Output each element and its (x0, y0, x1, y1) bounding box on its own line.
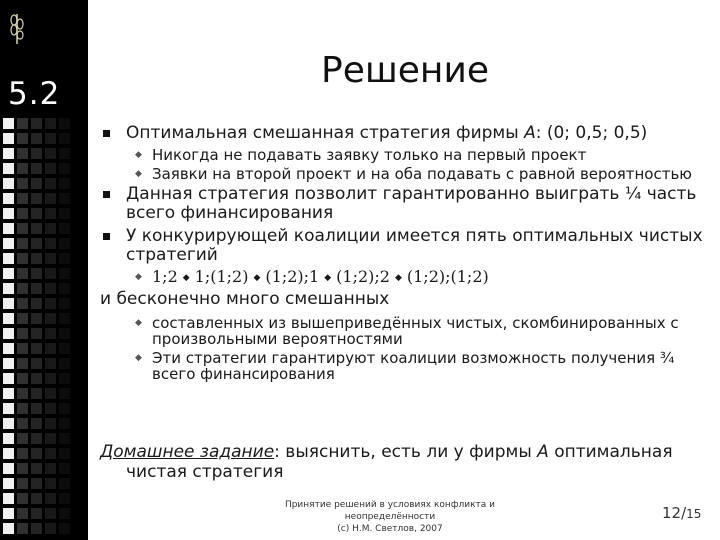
decorative-square (31, 268, 42, 279)
decorative-square (59, 148, 70, 159)
decorative-square (3, 433, 14, 444)
decorative-square (17, 403, 28, 414)
homework-text: : выяснить, есть ли у фирмы (274, 442, 538, 462)
decorative-square (73, 238, 84, 249)
decorative-square (73, 133, 84, 144)
decorative-square (31, 163, 42, 174)
decorative-square (3, 508, 14, 519)
decorative-square (73, 448, 84, 459)
decorative-square (45, 448, 56, 459)
decorative-square (73, 433, 84, 444)
decorative-square (3, 493, 14, 504)
sub-bullet: ◆ Заявки на второй проект и на оба подавать с равной вероятностью (100, 166, 710, 182)
decorative-square (59, 418, 70, 429)
decorative-square (73, 298, 84, 309)
decorative-square (59, 463, 70, 474)
decorative-square (17, 223, 28, 234)
decorative-square (3, 148, 14, 159)
decorative-square (31, 193, 42, 204)
decorative-square (3, 388, 14, 399)
decorative-square (45, 133, 56, 144)
decorative-square (45, 478, 56, 489)
decorative-square (45, 463, 56, 474)
decorative-square (31, 418, 42, 429)
decorative-square (73, 208, 84, 219)
decorative-square (3, 373, 14, 384)
homework-text: оптимальная (548, 442, 673, 462)
decorative-square (59, 118, 70, 129)
wheat-logo-icon (6, 10, 28, 46)
decorative-square (73, 118, 84, 129)
decorative-square (45, 343, 56, 354)
decorative-square (73, 148, 84, 159)
bullet-guarantee: Данная стратегия позволит гарантированно выиграть ¼ часть всего финансирования (100, 185, 710, 223)
decorative-square (17, 298, 28, 309)
decorative-square (17, 433, 28, 444)
decorative-square (17, 358, 28, 369)
decorative-square (31, 343, 42, 354)
decorative-square (59, 298, 70, 309)
decorative-square (73, 493, 84, 504)
decorative-square (59, 478, 70, 489)
homework-label: Домашнее задание (100, 442, 275, 462)
decorative-square (45, 388, 56, 399)
decorative-square (73, 508, 84, 519)
diamond-separator-icon: ◆ (394, 273, 402, 283)
decorative-square (31, 523, 42, 534)
decorative-square (45, 508, 56, 519)
decorative-square (59, 208, 70, 219)
footer-line: Принятие решений в условиях конфликта и неопределённости (284, 500, 496, 522)
section-number: 5.2 (8, 76, 61, 112)
decorative-square (3, 358, 14, 369)
decorative-square (59, 523, 70, 534)
decorative-square (31, 358, 42, 369)
decorative-square (45, 433, 56, 444)
decorative-square (73, 223, 84, 234)
decorative-square (73, 178, 84, 189)
decorative-square (45, 283, 56, 294)
decorative-square (45, 193, 56, 204)
decorative-square (59, 193, 70, 204)
page-current: 12 (662, 504, 682, 522)
decorative-square (45, 328, 56, 339)
decorative-square (73, 418, 84, 429)
decorative-square (45, 238, 56, 249)
decorative-square (45, 418, 56, 429)
decorative-square (31, 493, 42, 504)
strategy-5: (1;2);(1;2) (406, 267, 489, 286)
decorative-square (17, 373, 28, 384)
homework (100, 442, 710, 482)
decorative-square (59, 373, 70, 384)
decorative-square (31, 463, 42, 474)
decorative-square (73, 388, 84, 399)
decorative-square (17, 133, 28, 144)
decorative-square (31, 478, 42, 489)
decorative-square (73, 403, 84, 414)
decorative-square (3, 343, 14, 354)
decorative-square (45, 253, 56, 264)
strategy-4: (1;2);2 (336, 267, 390, 286)
strategy-3: (1;2);1 (265, 267, 320, 286)
decorative-square (45, 373, 56, 384)
footer (240, 499, 540, 535)
decorative-square (17, 523, 28, 534)
decorative-squares (0, 118, 88, 538)
decorative-square (3, 463, 14, 474)
decorative-square (3, 313, 14, 324)
decorative-square (31, 178, 42, 189)
decorative-square (73, 313, 84, 324)
decorative-square (73, 523, 84, 534)
decorative-square (3, 238, 14, 249)
decorative-square (59, 268, 70, 279)
decorative-square (3, 178, 14, 189)
page-number: 12/15 (662, 504, 702, 522)
decorative-square (45, 403, 56, 414)
firm-letter: A (524, 123, 536, 143)
decorative-square (31, 448, 42, 459)
decorative-square (73, 193, 84, 204)
decorative-square (3, 328, 14, 339)
mixed-intro: и бесконечно много смешанных (100, 289, 390, 309)
decorative-square (17, 463, 28, 474)
firm-letter: A (537, 442, 549, 462)
decorative-square (59, 238, 70, 249)
decorative-square (45, 178, 56, 189)
decorative-square (59, 328, 70, 339)
decorative-square (17, 238, 28, 249)
decorative-square (17, 148, 28, 159)
decorative-square (17, 478, 28, 489)
decorative-square (45, 148, 56, 159)
decorative-square (17, 268, 28, 279)
decorative-square (31, 313, 42, 324)
decorative-square (73, 463, 84, 474)
decorative-square (59, 433, 70, 444)
decorative-square (73, 328, 84, 339)
decorative-square (31, 238, 42, 249)
decorative-square (17, 163, 28, 174)
decorative-square (59, 223, 70, 234)
decorative-square (59, 358, 70, 369)
decorative-square (17, 118, 28, 129)
sidebar (0, 0, 88, 540)
decorative-square (17, 388, 28, 399)
decorative-square (3, 403, 14, 414)
page-total: 15 (686, 507, 702, 521)
decorative-square (17, 178, 28, 189)
decorative-square (31, 328, 42, 339)
decorative-square (31, 118, 42, 129)
decorative-square (17, 493, 28, 504)
decorative-square (59, 388, 70, 399)
decorative-square (45, 313, 56, 324)
decorative-square (59, 493, 70, 504)
decorative-square (59, 508, 70, 519)
decorative-square (31, 373, 42, 384)
decorative-square (17, 313, 28, 324)
decorative-square (59, 448, 70, 459)
decorative-square (17, 343, 28, 354)
decorative-square (59, 163, 70, 174)
decorative-square (17, 283, 28, 294)
decorative-square (59, 283, 70, 294)
decorative-square (17, 253, 28, 264)
diamond-separator-icon: ◆ (182, 273, 190, 283)
decorative-square (73, 478, 84, 489)
decorative-square (3, 118, 14, 129)
decorative-square (3, 253, 14, 264)
decorative-square (3, 448, 14, 459)
sub-bullet: ◆ Эти стратегии гарантируют коалиции возможность получения ¾ всего финансирования (100, 350, 710, 382)
decorative-square (59, 133, 70, 144)
slide-title: Решение (320, 50, 490, 91)
homework-continuation: чистая стратегия (126, 462, 284, 482)
bullet-text-part: : (0; 0,5; 0,5) (535, 123, 648, 143)
footer-line: (c) Н.М. Светлов, 2007 (337, 524, 443, 534)
decorative-square (31, 298, 42, 309)
decorative-square (45, 358, 56, 369)
decorative-square (45, 118, 56, 129)
decorative-square (17, 418, 28, 429)
sub-bullet: ◆ Никогда не подавать заявку только на первый проект (100, 147, 710, 163)
decorative-square (45, 523, 56, 534)
bullet-coalition: У конкурирующей коалиции имеется пять оптимальных чистых стратегий (100, 227, 710, 265)
decorative-square (59, 313, 70, 324)
decorative-square (73, 373, 84, 384)
decorative-square (31, 433, 42, 444)
bullet-text-part: Оптимальная смешанная стратегия фирмы (126, 123, 525, 143)
diamond-separator-icon: ◆ (253, 273, 261, 283)
decorative-square (59, 253, 70, 264)
decorative-square (73, 283, 84, 294)
decorative-square (17, 508, 28, 519)
sub-bullet: ◆ составленных из вышеприведённых чистых, скомбинированных с произвольными вероятностями (100, 315, 710, 347)
decorative-square (3, 133, 14, 144)
decorative-square (59, 403, 70, 414)
decorative-square (3, 478, 14, 489)
decorative-square (45, 208, 56, 219)
strategy-1: 1;2 (152, 267, 178, 286)
decorative-square (31, 403, 42, 414)
bullet-optimal-strategy (100, 124, 710, 143)
decorative-square (17, 193, 28, 204)
decorative-square (45, 223, 56, 234)
decorative-square (3, 223, 14, 234)
slide-content (100, 124, 710, 385)
diamond-separator-icon: ◆ (324, 273, 332, 283)
decorative-square (17, 448, 28, 459)
decorative-square (3, 523, 14, 534)
decorative-square (31, 388, 42, 399)
decorative-square (45, 268, 56, 279)
decorative-square (45, 163, 56, 174)
decorative-square (31, 208, 42, 219)
decorative-square (3, 208, 14, 219)
decorative-square (31, 133, 42, 144)
decorative-square (45, 493, 56, 504)
decorative-square (73, 268, 84, 279)
decorative-square (31, 508, 42, 519)
decorative-square (17, 328, 28, 339)
decorative-square (59, 343, 70, 354)
decorative-square (17, 208, 28, 219)
strategy-2: 1;(1;2) (194, 267, 249, 286)
decorative-square (3, 193, 14, 204)
decorative-square (73, 343, 84, 354)
decorative-square (31, 223, 42, 234)
decorative-square (3, 418, 14, 429)
decorative-square (45, 298, 56, 309)
decorative-square (3, 298, 14, 309)
decorative-square (3, 163, 14, 174)
decorative-square (31, 253, 42, 264)
decorative-square (73, 253, 84, 264)
decorative-square (3, 283, 14, 294)
decorative-square (31, 283, 42, 294)
decorative-square (31, 148, 42, 159)
pure-strategies-formula (100, 269, 710, 286)
decorative-square (73, 163, 84, 174)
decorative-square (3, 268, 14, 279)
decorative-square (59, 178, 70, 189)
decorative-square (73, 358, 84, 369)
